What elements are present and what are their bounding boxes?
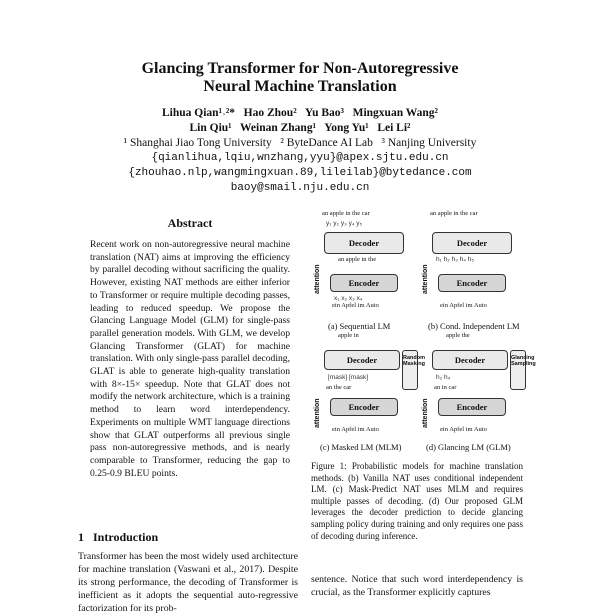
introduction-text: Transformer has been the most widely used architecture for machine translation (Vaswani et al., 2017). Despite its strong performance, the decoding of Transformer is inefficient as it adopts the sequential auto-regressive factorization for its prob-: [78, 551, 298, 614]
mask-token: [mask]: [348, 374, 369, 381]
panel-b-encoder: Encoder: [438, 274, 506, 292]
subcaption-b: (b) Cond. Independent LM: [428, 321, 520, 331]
abstract-text: Recent work on non-autoregressive neural machine translation (NAT) aims at improving the efficiency by parallel decoding without sacrificing the quality. However, existing NAT methods are either inferior to Transformer or require multiple decoding passes, leading to reduced speedup. We propose the Glancing Language Model (GLM) for single-pass parallel generation models. With GLM, we develop Glancing Transformer (GLAT) for machine translation. With only single-pass parallel decoding, GLAT is able to generate high-quality translation with 8×-15× speedup. Note that GLAT does not modify the network architecture, which is a training method to learn word interdependency. Experiments on multiple WMT language directions show that GLAT outperforms all previous single pass non-autoregressive methods, and is nearly comparable to Transformer, reducing the gap to 0.25-0.9 BLEU points.: [90, 239, 290, 479]
h-token: h₁: [436, 256, 442, 263]
input-word: apple: [345, 256, 360, 263]
mask-token: [mask]: [328, 374, 348, 381]
panel-d-targets: [446, 332, 470, 339]
x-token: x₃: [348, 295, 355, 302]
panel-c-mask-tokens: [328, 374, 368, 381]
panel-c-targets: [338, 332, 359, 339]
abstract-heading: Abstract: [167, 216, 213, 230]
h-token: h₄: [443, 374, 451, 381]
source-word: im: [357, 426, 365, 433]
panel-b-target-words: [430, 210, 478, 217]
authors-line-2: Lin Qiu¹ Weinan Zhang¹ Yong Yu¹ Lei Li²: [189, 122, 411, 134]
title-line-1: Glancing Transformer for Non-Autoregressive: [141, 60, 459, 77]
input-word: an: [434, 384, 441, 391]
panel-b-attention-label: attention: [422, 264, 429, 294]
target-word: in: [345, 210, 351, 217]
source-word: Auto: [473, 302, 487, 309]
x-token: x₄: [356, 295, 363, 302]
h-token: h₂: [443, 256, 450, 263]
email-line-3: baoy@smail.nju.edu.cn: [230, 182, 370, 194]
title-line-2: Neural Machine Translation: [203, 78, 397, 95]
source-word: im: [357, 302, 365, 309]
panel-b-source-words: [440, 302, 487, 309]
h-token: h₄: [459, 256, 466, 263]
h-token: h₅: [467, 256, 474, 263]
authors-line-1: Lihua Qian¹˒²* Hao Zhou² Yu Bao³ Mingxuan Wang²: [162, 107, 438, 119]
panel-d-inputs: [434, 384, 456, 391]
source-word: Apfel: [449, 426, 465, 433]
panel-c-encoder: Encoder: [330, 398, 398, 416]
input-word: an: [326, 384, 333, 391]
panel-d-attention-label: attention: [422, 398, 429, 428]
panel-d-h-tokens: [436, 374, 450, 381]
source-word: ein: [440, 302, 448, 309]
y-token: y₅: [356, 220, 363, 227]
panel-c-source-words: [332, 426, 379, 433]
affiliations: ¹ Shanghai Jiao Tong University ² ByteDance AI Lab ³ Nanjing University: [123, 137, 477, 149]
email-line-1: {qianlihua,lqiu,wnzhang,yyu}@apex.sjtu.edu.cn: [151, 152, 449, 164]
panel-b-decoder: Decoder: [432, 232, 512, 254]
source-word: Auto: [365, 426, 379, 433]
panel-d-encoder: Encoder: [438, 398, 506, 416]
panel-d-source-words: [440, 426, 487, 433]
target-word: apple: [338, 332, 353, 339]
target-word: the: [460, 210, 469, 217]
h-token: h₃: [451, 256, 458, 263]
panel-c-inputs: [326, 384, 351, 391]
source-word: ein: [440, 426, 448, 433]
panel-a-decoder: Decoder: [324, 232, 404, 254]
y-token: y₄: [348, 220, 355, 227]
paper-title: [0, 60, 600, 96]
y-token: y₂: [333, 220, 340, 227]
subcaption-a: (a) Sequential LM: [328, 321, 391, 331]
source-word: Auto: [473, 426, 487, 433]
target-word: apple: [437, 210, 452, 217]
panel-a-source-words: [332, 302, 379, 309]
input-word: in: [361, 256, 367, 263]
subcaption-c: (c) Masked LM (MLM): [320, 442, 402, 452]
panel-a-attention-label: attention: [314, 264, 321, 294]
target-word: car: [361, 210, 370, 217]
x-token: x₁: [334, 295, 340, 302]
input-word: the: [368, 256, 377, 263]
panel-a-y-tokens: [326, 220, 362, 227]
panel-a-shifted-words: [338, 256, 376, 263]
email-line-2: {zhouhao.nlp,wangmingxuan.89,lileilab}@bytedance.com: [128, 167, 472, 179]
y-token: y₁: [326, 220, 332, 227]
target-word: an: [322, 210, 329, 217]
subcaption-d: (d) Glancing LM (GLM): [426, 442, 511, 452]
panel-c-decoder: Decoder: [324, 350, 400, 370]
figure-caption: Figure 1: Probabilistic models for machine translation methods. (b) Vanilla NAT uses conditional independent LM. (c) Mask-Predict NAT uses MLM and requires multiple passes of decoding. (d) Our proposed GLM leverages the decoder prediction to decide glancing sampling policy during training and only requires one pass of decoding during inference.: [311, 461, 523, 541]
input-word: car: [343, 384, 352, 391]
panel-c-attention-label: attention: [314, 398, 321, 428]
source-word: ein: [332, 426, 340, 433]
source-word: Auto: [365, 302, 379, 309]
panel-glancing-lm: [420, 332, 536, 454]
panel-a-target-words: [322, 210, 370, 217]
glancing-sampling-box: Glancing Sampling: [510, 350, 526, 390]
target-word: car: [469, 210, 478, 217]
panel-masked-lm: [312, 332, 426, 454]
panel-a-x-tokens: [334, 295, 362, 302]
right-column-text: sentence. Notice that such word interdependency is crucial, as the Transformer explicitly captures: [311, 574, 523, 598]
panel-a-encoder: Encoder: [330, 274, 398, 292]
target-word: in: [353, 332, 359, 339]
source-word: Apfel: [341, 426, 357, 433]
target-word: apple: [329, 210, 344, 217]
source-word: im: [465, 426, 473, 433]
source-word: ein: [332, 302, 340, 309]
source-word: Apfel: [449, 302, 465, 309]
random-masking-box: Random Masking: [402, 350, 418, 390]
introduction-heading: 1 Introduction: [78, 530, 159, 544]
target-word: in: [453, 210, 459, 217]
target-word: the: [461, 332, 470, 339]
h-token: h₂: [436, 374, 443, 381]
source-word: im: [465, 302, 473, 309]
source-word: Apfel: [341, 302, 357, 309]
x-token: x₂: [341, 295, 348, 302]
input-word: car: [448, 384, 457, 391]
input-word: an: [338, 256, 345, 263]
target-word: an: [430, 210, 437, 217]
input-word: the: [333, 384, 342, 391]
panel-d-decoder: Decoder: [432, 350, 508, 370]
target-word: apple: [446, 332, 461, 339]
target-word: the: [352, 210, 361, 217]
input-word: in: [441, 384, 447, 391]
panel-b-h-tokens: [436, 256, 474, 263]
panel-cond-independent-lm: [420, 208, 525, 331]
y-token: y₃: [340, 220, 347, 227]
